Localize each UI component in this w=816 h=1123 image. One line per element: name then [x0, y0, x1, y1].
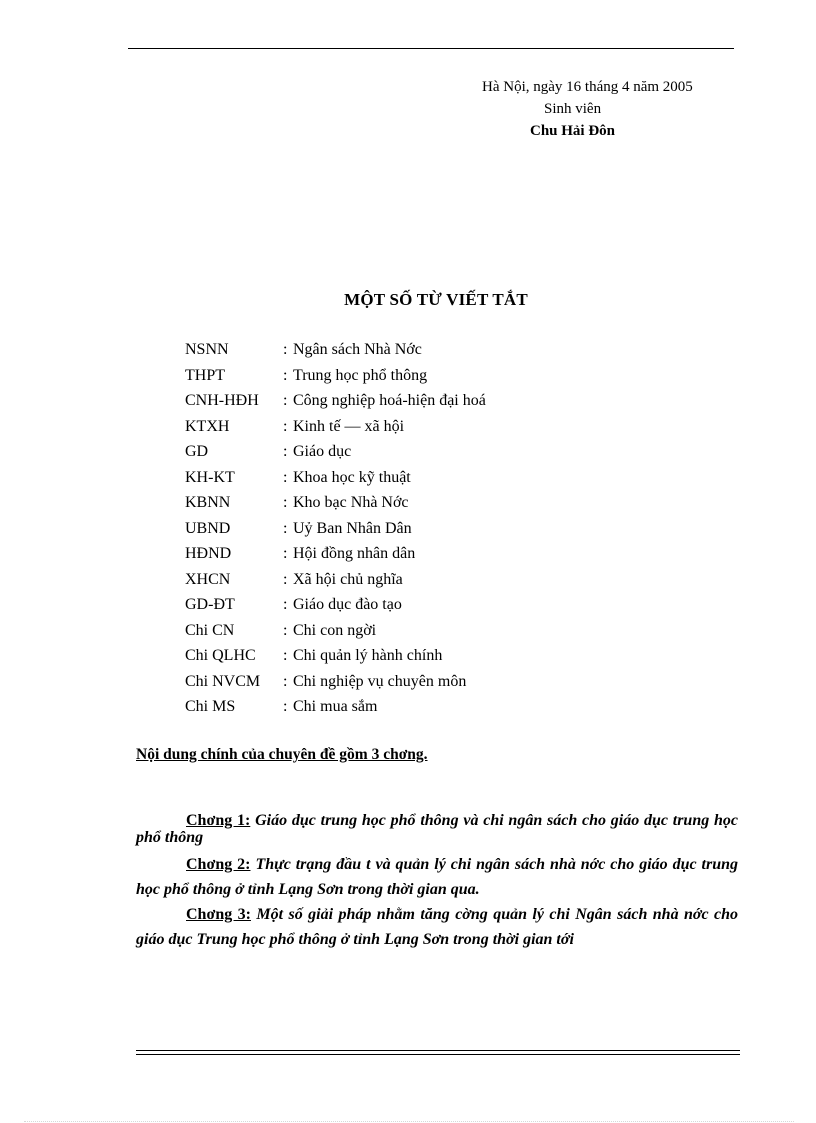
abbreviation-code: HĐND	[185, 545, 232, 562]
abbreviation-meaning: Kinh tế — xã hội	[293, 417, 405, 435]
abbreviation-separator: :	[283, 417, 288, 435]
abbreviation-row	[185, 694, 486, 720]
abbreviation-code: KTXH	[185, 417, 230, 435]
abbreviation-row	[185, 516, 486, 542]
abbreviation-row	[185, 592, 486, 618]
abbreviation-code: GD-ĐT	[185, 596, 235, 613]
abbreviation-separator: :	[283, 698, 288, 715]
abbreviation-meaning: Chi nghiệp vụ chuyên môn	[293, 672, 467, 690]
chapter-text: Giáo dục trung học phổ thông và chi ngân sách cho giáo dục trung học phổ thông	[136, 812, 739, 846]
abbreviation-row	[185, 643, 486, 669]
abbreviation-separator: :	[283, 392, 288, 409]
abbreviation-code: XHCN	[185, 570, 231, 588]
abbreviation-row	[185, 465, 486, 491]
abbreviation-code: UBND	[185, 519, 231, 537]
chapter-paragraph	[136, 812, 738, 852]
abbreviations-list	[185, 337, 486, 720]
abbreviation-code: KH-KT	[185, 468, 235, 486]
abbreviation-row	[185, 337, 486, 363]
abbreviation-row	[185, 567, 486, 593]
abbreviation-separator: :	[283, 647, 288, 664]
abbreviation-code: NSNN	[185, 341, 229, 358]
header-rule	[128, 48, 734, 49]
abbreviation-row	[185, 618, 486, 644]
chapter-paragraph	[136, 852, 738, 902]
abbreviation-meaning: Chi quản lý hành chính	[293, 647, 443, 664]
abbreviation-separator: :	[283, 545, 288, 562]
abbreviation-meaning: Xã hội chủ nghĩa	[293, 570, 403, 588]
abbreviation-meaning: Hội đồng nhân dân	[293, 545, 416, 562]
signature-date: Hà Nội, ngày 16 tháng 4 năm 2005	[482, 79, 693, 95]
abbreviation-code: CNH-HĐH	[185, 392, 259, 409]
abbreviation-separator: :	[283, 672, 288, 690]
abbreviation-separator: :	[283, 366, 288, 384]
abbreviation-separator: :	[283, 596, 288, 613]
chapter-label: Chơng 2:	[186, 856, 251, 873]
signature-name: Chu Hải Đôn	[530, 123, 616, 139]
chapter-paragraph	[136, 902, 738, 952]
abbreviation-code: Chi QLHC	[185, 647, 256, 664]
abbreviation-row	[185, 490, 486, 516]
footer-double-rule	[136, 1050, 740, 1055]
abbreviation-meaning: Trung học phổ thông	[293, 366, 428, 384]
abbreviation-separator: :	[283, 570, 288, 588]
abbreviation-code: Chi NVCM	[185, 672, 261, 690]
abbreviation-row	[185, 439, 486, 465]
abbreviations-title: MỘT SỐ TỪ VIẾT TẮT	[344, 290, 528, 309]
abbreviation-meaning: Ngân sách Nhà Nớc	[293, 341, 422, 358]
abbreviation-meaning: Chi mua sắm	[293, 698, 378, 715]
abbreviation-code: Chi CN	[185, 621, 235, 639]
abbreviation-row	[185, 669, 486, 695]
signature-role: Sinh viên	[544, 101, 602, 117]
abbreviation-meaning: Khoa học kỹ thuật	[293, 468, 411, 486]
abbreviation-row	[185, 388, 486, 414]
chapter-text: Một số giải pháp nhằm tăng cờng quản lý chi Ngân sách nhà nớc cho giáo dục Trung học phổ thông ở tỉnh Lạng Sơn trong thời gian tới	[136, 906, 738, 948]
abbreviation-meaning: Công nghiệp hoá-hiện đại hoá	[293, 392, 486, 409]
chapter-label: Chơng 1:	[186, 812, 251, 829]
abbreviation-code: KBNN	[185, 494, 231, 511]
abbreviation-separator: :	[283, 519, 288, 537]
abbreviation-code: Chi MS	[185, 698, 236, 715]
abbreviation-meaning: Uỷ Ban Nhân Dân	[293, 519, 412, 537]
abbreviation-code: GD	[185, 443, 209, 460]
abbreviation-separator: :	[283, 443, 288, 460]
chapter-label: Chơng 3:	[186, 906, 251, 923]
content-heading: Nội dung chính của chuyên đề gồm 3 chơng.	[136, 746, 428, 763]
abbreviation-row	[185, 541, 486, 567]
abbreviation-meaning: Giáo dục đào tạo	[293, 596, 402, 613]
abbreviation-separator: :	[283, 494, 288, 511]
abbreviation-row	[185, 414, 486, 440]
abbreviation-meaning: Chi con ngời	[293, 621, 377, 639]
abbreviation-code: THPT	[185, 366, 225, 384]
abbreviation-separator: :	[283, 341, 288, 358]
abbreviation-separator: :	[283, 621, 288, 639]
chapter-text: Thực trạng đầu t và quản lý chi ngân sách nhà nớc cho giáo dục trung học phổ thông ở tỉnh Lạng Sơn trong thời gian qua.	[136, 856, 739, 898]
abbreviation-meaning: Giáo dục	[293, 443, 352, 460]
abbreviation-meaning: Kho bạc Nhà Nớc	[293, 494, 409, 511]
chapter-list	[136, 812, 738, 952]
abbreviation-separator: :	[283, 468, 288, 486]
abbreviation-row	[185, 363, 486, 389]
page-edge-dots	[24, 1121, 794, 1122]
